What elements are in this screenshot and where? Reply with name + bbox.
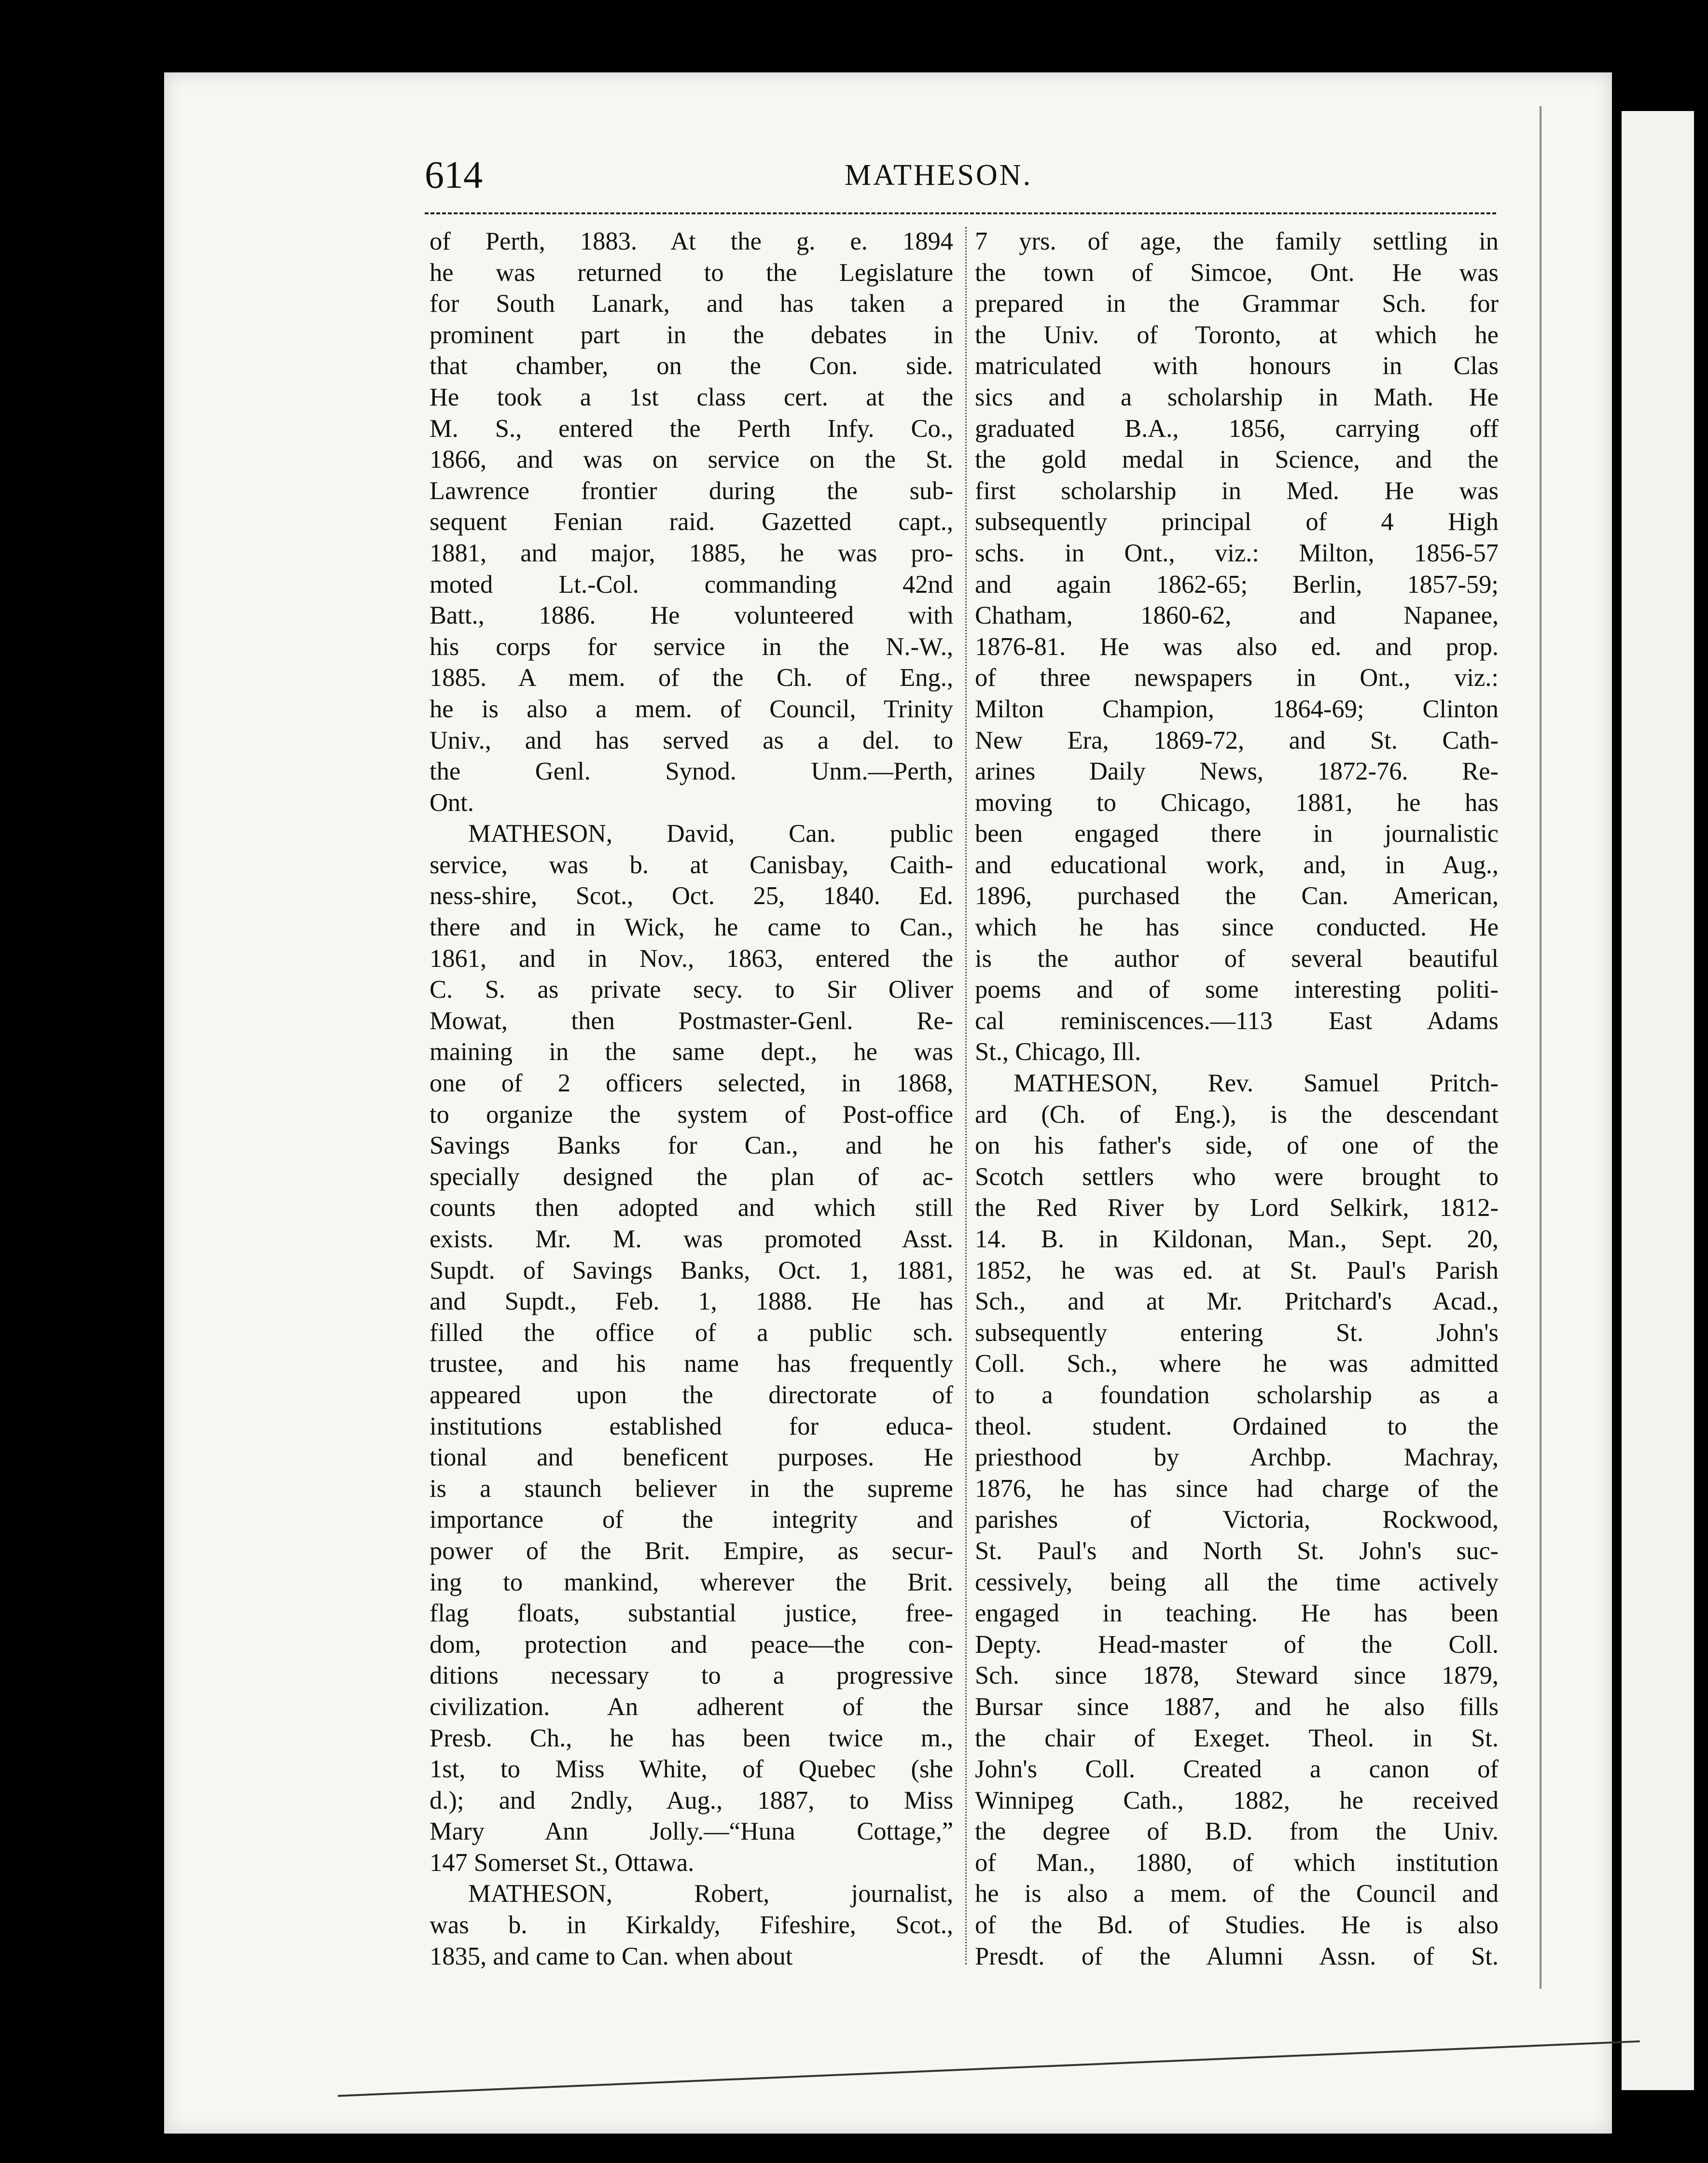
- text-line: service, was b. at Canisbay, Caith-: [430, 851, 953, 879]
- text-line: counts then adopted and which still: [430, 1194, 953, 1222]
- text-line: the Genl. Synod. Unm.—Perth,: [430, 757, 953, 786]
- text-line: dom, protection and peace—the con-: [430, 1630, 953, 1659]
- text-line: priesthood by Archbp. Machray,: [975, 1443, 1499, 1472]
- text-line: 147 Somerset St., Ottawa.: [430, 1848, 694, 1877]
- text-line: Mowat, then Postmaster-Genl. Re-: [430, 1006, 953, 1035]
- text-line: M. S., entered the Perth Infy. Co.,: [430, 414, 953, 443]
- text-line: MATHESON, Rev. Samuel Pritch-: [1014, 1069, 1499, 1098]
- text-line: MATHESON, David, Can. public: [468, 820, 953, 848]
- text-line: institutions established for educa-: [430, 1412, 953, 1440]
- left-text-column: [430, 226, 953, 1973]
- text-line: 14. B. in Kildonan, Man., Sept. 20,: [975, 1225, 1499, 1253]
- text-line: cessively, being all the time actively: [975, 1568, 1499, 1596]
- text-line: d.); and 2ndly, Aug., 1887, to Miss: [430, 1786, 953, 1814]
- text-line: Presb. Ch., he has been twice m.,: [430, 1724, 953, 1752]
- page-header: [425, 154, 1052, 207]
- text-line: his corps for service in the N.-W.,: [430, 632, 953, 661]
- text-line: specially designed the plan of ac-: [430, 1162, 953, 1191]
- running-head: MATHESON.: [845, 159, 1033, 192]
- text-line: the Univ. of Toronto, at which he: [975, 321, 1499, 349]
- text-line: St., Chicago, Ill.: [975, 1038, 1141, 1066]
- text-line: prominent part in the debates in: [430, 321, 953, 349]
- text-line: cal reminiscences.—113 East Adams: [975, 1006, 1499, 1035]
- text-line: of three newspapers in Ont., viz.:: [975, 664, 1499, 692]
- text-line: of Man., 1880, of which institution: [975, 1848, 1499, 1877]
- text-line: power of the Brit. Empire, as secur-: [430, 1536, 953, 1565]
- text-line: moving to Chicago, 1881, he has: [975, 788, 1499, 817]
- text-line: 1881, and major, 1885, he was pro-: [430, 539, 953, 567]
- text-line: Milton Champion, 1864-69; Clinton: [975, 695, 1499, 723]
- text-line: graduated B.A., 1856, carrying off: [975, 414, 1499, 443]
- column-divider: [965, 227, 967, 1965]
- right-text-column: [975, 226, 1499, 1973]
- text-line: 1876-81. He was also ed. and prop.: [975, 632, 1499, 661]
- text-line: been engaged there in journalistic: [975, 820, 1499, 848]
- text-line: 1885. A mem. of the Ch. of Eng.,: [430, 664, 953, 692]
- header-rule: [425, 212, 1496, 214]
- text-line: the chair of Exeget. Theol. in St.: [975, 1724, 1499, 1752]
- text-line: and Supdt., Feb. 1, 1888. He has: [430, 1287, 953, 1316]
- text-line: 1866, and was on service on the St.: [430, 446, 953, 474]
- text-line: is the author of several beautiful: [975, 944, 1499, 973]
- text-line: the town of Simcoe, Ont. He was: [975, 258, 1499, 287]
- text-line: 1835, and came to Can. when about: [430, 1942, 793, 1970]
- text-line: Winnipeg Cath., 1882, he received: [975, 1786, 1499, 1814]
- text-line: there and in Wick, he came to Can.,: [430, 913, 953, 942]
- text-line: arines Daily News, 1872-76. Re-: [975, 757, 1499, 786]
- text-line: John's Coll. Created a canon of: [975, 1755, 1499, 1784]
- text-line: C. S. as private secy. to Sir Oliver: [430, 976, 953, 1004]
- text-line: Chatham, 1860-62, and Napanee,: [975, 601, 1499, 630]
- text-line: he is also a mem. of the Council and: [975, 1880, 1499, 1908]
- text-line: for South Lanark, and has taken a: [430, 290, 953, 318]
- text-line: exists. Mr. M. was promoted Asst.: [430, 1225, 953, 1253]
- text-line: subsequently entering St. John's: [975, 1318, 1499, 1347]
- text-line: engaged in teaching. He has been: [975, 1599, 1499, 1628]
- text-line: filled the office of a public sch.: [430, 1318, 953, 1347]
- text-line: Batt., 1886. He volunteered with: [430, 601, 953, 630]
- text-line: St. Paul's and North St. John's suc-: [975, 1536, 1499, 1565]
- text-line: is a staunch believer in the supreme: [430, 1474, 953, 1503]
- text-line: Sch. since 1878, Steward since 1879,: [975, 1661, 1499, 1690]
- text-line: to organize the system of Post-office: [430, 1100, 953, 1129]
- text-line: MATHESON, Robert, journalist,: [468, 1880, 953, 1908]
- text-line: one of 2 officers selected, in 1868,: [430, 1069, 953, 1098]
- text-line: trustee, and his name has frequently: [430, 1350, 953, 1378]
- text-line: he is also a mem. of Council, Trinity: [430, 695, 953, 723]
- text-line: 1861, and in Nov., 1863, entered the: [430, 944, 953, 973]
- text-line: He took a 1st class cert. at the: [430, 383, 953, 411]
- text-line: prepared in the Grammar Sch. for: [975, 290, 1499, 318]
- text-line: and educational work, and, in Aug.,: [975, 851, 1499, 879]
- text-line: poems and of some interesting politi-: [975, 976, 1499, 1004]
- text-line: Presdt. of the Alumni Assn. of St.: [975, 1942, 1499, 1970]
- text-line: of Perth, 1883. At the g. e. 1894: [430, 227, 953, 255]
- text-line: Lawrence frontier during the sub-: [430, 476, 953, 505]
- text-line: the Red River by Lord Selkirk, 1812-: [975, 1194, 1499, 1222]
- text-line: was b. in Kirkaldy, Fifeshire, Scot.,: [430, 1911, 953, 1940]
- text-line: to a foundation scholarship as a: [975, 1381, 1499, 1409]
- page-edge-shadow: [1540, 106, 1541, 1989]
- text-line: he was returned to the Legislature: [430, 258, 953, 287]
- text-line: Scotch settlers who were brought to: [975, 1162, 1499, 1191]
- text-line: of the Bd. of Studies. He is also: [975, 1911, 1499, 1940]
- text-line: the degree of B.D. from the Univ.: [975, 1817, 1499, 1846]
- text-line: Univ., and has served as a del. to: [430, 726, 953, 754]
- text-line: first scholarship in Med. He was: [975, 476, 1499, 505]
- text-line: Bursar since 1887, and he also fills: [975, 1692, 1499, 1721]
- text-line: theol. student. Ordained to the: [975, 1412, 1499, 1440]
- text-line: schs. in Ont., viz.: Milton, 1856-57: [975, 539, 1499, 567]
- text-line: Coll. Sch., where he was admitted: [975, 1350, 1499, 1378]
- text-line: Savings Banks for Can., and he: [430, 1131, 953, 1160]
- text-line: sics and a scholarship in Math. He: [975, 383, 1499, 411]
- text-line: 1852, he was ed. at St. Paul's Parish: [975, 1256, 1499, 1284]
- page-number: 614: [425, 154, 483, 196]
- text-line: Depty. Head-master of the Coll.: [975, 1630, 1499, 1659]
- text-line: moted Lt.-Col. commanding 42nd: [430, 570, 953, 599]
- text-line: sequent Fenian raid. Gazetted capt.,: [430, 508, 953, 536]
- text-line: subsequently principal of 4 High: [975, 508, 1499, 536]
- text-line: civilization. An adherent of the: [430, 1692, 953, 1721]
- text-line: 1876, he has since had charge of the: [975, 1474, 1499, 1503]
- adjacent-page-edge: [1622, 111, 1694, 2090]
- text-line: ing to mankind, wherever the Brit.: [430, 1568, 953, 1596]
- text-line: and again 1862-65; Berlin, 1857-59;: [975, 570, 1499, 599]
- text-line: 7 yrs. of age, the family settling in: [975, 227, 1499, 255]
- text-line: importance of the integrity and: [430, 1506, 953, 1534]
- text-line: maining in the same dept., he was: [430, 1038, 953, 1066]
- text-line: 1896, purchased the Can. American,: [975, 882, 1499, 910]
- text-line: which he has since conducted. He: [975, 913, 1499, 942]
- text-line: ness-shire, Scot., Oct. 25, 1840. Ed.: [430, 882, 953, 910]
- text-line: on his father's side, of one of the: [975, 1131, 1499, 1160]
- text-line: tional and beneficent purposes. He: [430, 1443, 953, 1472]
- text-line: Ont.: [430, 788, 474, 817]
- text-line: the gold medal in Science, and the: [975, 446, 1499, 474]
- text-line: New Era, 1869-72, and St. Cath-: [975, 726, 1499, 754]
- text-line: that chamber, on the Con. side.: [430, 352, 953, 380]
- text-line: Mary Ann Jolly.—“Huna Cottage,”: [430, 1817, 953, 1846]
- text-line: Sch., and at Mr. Pritchard's Acad.,: [975, 1287, 1499, 1316]
- text-line: Supdt. of Savings Banks, Oct. 1, 1881,: [430, 1256, 953, 1284]
- text-line: parishes of Victoria, Rockwood,: [975, 1506, 1499, 1534]
- text-line: appeared upon the directorate of: [430, 1381, 953, 1409]
- text-line: flag floats, substantial justice, free-: [430, 1599, 953, 1628]
- text-line: ard (Ch. of Eng.), is the descendant: [975, 1100, 1499, 1129]
- text-line: matriculated with honours in Clas: [975, 352, 1499, 380]
- text-line: ditions necessary to a progressive: [430, 1661, 953, 1690]
- text-line: 1st, to Miss White, of Quebec (she: [430, 1755, 953, 1784]
